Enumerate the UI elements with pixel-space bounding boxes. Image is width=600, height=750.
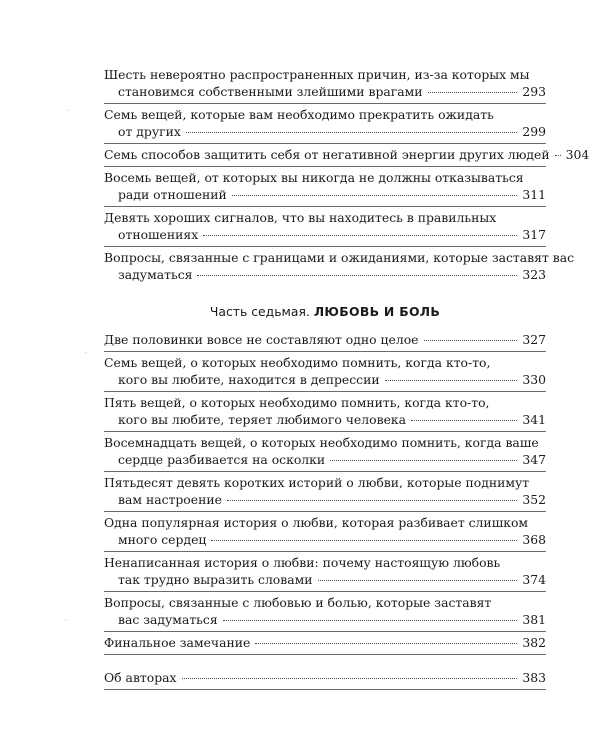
- toc-entry[interactable]: [104, 207, 546, 247]
- dot-leader: [255, 643, 517, 644]
- toc-section-before: [104, 64, 590, 286]
- dot-leader: [232, 195, 518, 196]
- page-number: 299: [522, 124, 546, 139]
- dot-leader: [186, 132, 518, 133]
- page-number: 382: [522, 635, 546, 650]
- dot-leader: [182, 678, 518, 679]
- toc-entry-title-line: Финальное замечание: [104, 635, 251, 650]
- toc-entry-title-line: Семь вещей, о которых необходимо помнить, когда кто-то,: [104, 355, 491, 370]
- toc-entry[interactable]: [104, 592, 546, 632]
- toc-section-about: [104, 667, 546, 690]
- toc-entry-title-line: Семь способов защитить себя от негативной энергии других людей: [104, 147, 550, 162]
- page-number: 374: [522, 572, 546, 587]
- toc-entry-title-line: много сердец: [118, 532, 207, 547]
- toc-entry-title-line: Вопросы, связанные с любовью и болью, которые заставят: [104, 595, 492, 610]
- toc-entry-title-line: Семь вещей, которые вам необходимо прекратить ожидать: [104, 107, 494, 122]
- toc-entry-title-line: кого вы любите, находится в депрессии: [118, 372, 380, 387]
- toc-entry[interactable]: [104, 392, 546, 432]
- dot-leader: [203, 235, 517, 236]
- toc-entry[interactable]: [104, 352, 546, 392]
- dot-leader: [211, 540, 517, 541]
- page-number: 368: [522, 532, 546, 547]
- page-number: 381: [522, 612, 546, 627]
- toc-entry-title-line: Об авторах: [104, 670, 177, 685]
- dot-leader: [428, 92, 518, 93]
- toc-entry-title-line: Одна популярная история о любви, которая разбивает слишком: [104, 515, 529, 530]
- scan-speck: ·: [64, 616, 68, 627]
- toc-entry[interactable]: [104, 552, 546, 592]
- dot-leader: [330, 460, 517, 461]
- toc-section-final: [104, 632, 546, 655]
- table-of-contents: [104, 64, 590, 690]
- scan-speck: ·: [66, 106, 70, 117]
- toc-entry-title-line: Вопросы, связанные с границами и ожиданиями, которые заставят вас: [104, 250, 575, 265]
- toc-entry-title-line: Две половинки вовсе не составляют одно целое: [104, 332, 419, 347]
- toc-entry[interactable]: [104, 144, 590, 167]
- part-prefix: Часть седьмая.: [209, 304, 310, 319]
- toc-entry[interactable]: [104, 104, 546, 144]
- dot-leader: [555, 155, 561, 156]
- toc-entry[interactable]: [104, 432, 546, 472]
- toc-entry-title-line: Пятьдесят девять коротких историй о любви, которые поднимут: [104, 475, 530, 490]
- toc-entry-title-line: от других: [118, 124, 181, 139]
- page-number: 323: [522, 267, 546, 282]
- toc-entry-title-line: Ненаписанная история о любви: почему настоящую любовь: [104, 555, 501, 570]
- page-number: 293: [522, 84, 546, 99]
- toc-entry-title-line: Восемь вещей, от которых вы никогда не должны отказываться: [104, 170, 524, 185]
- part-title: [104, 304, 546, 319]
- page-number: 347: [522, 452, 546, 467]
- toc-entry-title-line: вас задуматься: [118, 612, 218, 627]
- page-number: 304: [565, 147, 590, 162]
- toc-entry-title-line: Восемнадцать вещей, о которых необходимо помнить, когда ваше: [104, 435, 539, 450]
- toc-entry[interactable]: [104, 64, 546, 104]
- toc-entry-title-line: становимся собственными злейшими врагами: [118, 84, 423, 99]
- toc-entry-title-line: отношениях: [118, 227, 199, 242]
- toc-entry-title-line: так трудно выразить словами: [118, 572, 313, 587]
- toc-entry-title-line: Девять хороших сигналов, что вы находитесь в правильных: [104, 210, 497, 225]
- toc-entry-title-line: задуматься: [118, 267, 193, 282]
- dot-leader: [411, 420, 517, 421]
- page-number: 327: [522, 332, 546, 347]
- toc-entry[interactable]: [104, 247, 575, 286]
- toc-entry-title-line: Шесть невероятно распространенных причин, из-за которых мы: [104, 67, 530, 82]
- page-number: 383: [522, 670, 546, 685]
- part-name: ЛЮБОВЬ И БОЛЬ: [313, 304, 441, 319]
- toc-entry[interactable]: [104, 472, 546, 512]
- toc-entry[interactable]: [104, 632, 546, 655]
- dot-leader: [318, 580, 518, 581]
- toc-entry-title-line: вам настроение: [118, 492, 222, 507]
- page-number: 341: [522, 412, 546, 427]
- toc-entry-title-line: ради отношений: [118, 187, 227, 202]
- dot-leader: [227, 500, 517, 501]
- toc-entry[interactable]: [104, 329, 546, 352]
- page-number: 352: [522, 492, 546, 507]
- toc-entry[interactable]: [104, 167, 546, 207]
- page-number: 311: [522, 187, 546, 202]
- page-number: 317: [522, 227, 546, 242]
- toc-entry-title-line: сердце разбивается на осколки: [118, 452, 326, 467]
- page-number: 330: [522, 372, 546, 387]
- toc-entry[interactable]: [104, 512, 546, 552]
- toc-entry[interactable]: [104, 667, 546, 690]
- toc-entry-title-line: кого вы любите, теряет любимого человека: [118, 412, 407, 427]
- toc-entry-title-line: Пять вещей, о которых необходимо помнить, когда кто-то,: [104, 395, 490, 410]
- dot-leader: [223, 620, 518, 621]
- dot-leader: [385, 380, 518, 381]
- toc-section-love: [104, 329, 546, 632]
- dot-leader: [424, 340, 518, 341]
- scan-speck: ·: [84, 348, 88, 359]
- dot-leader: [197, 275, 517, 276]
